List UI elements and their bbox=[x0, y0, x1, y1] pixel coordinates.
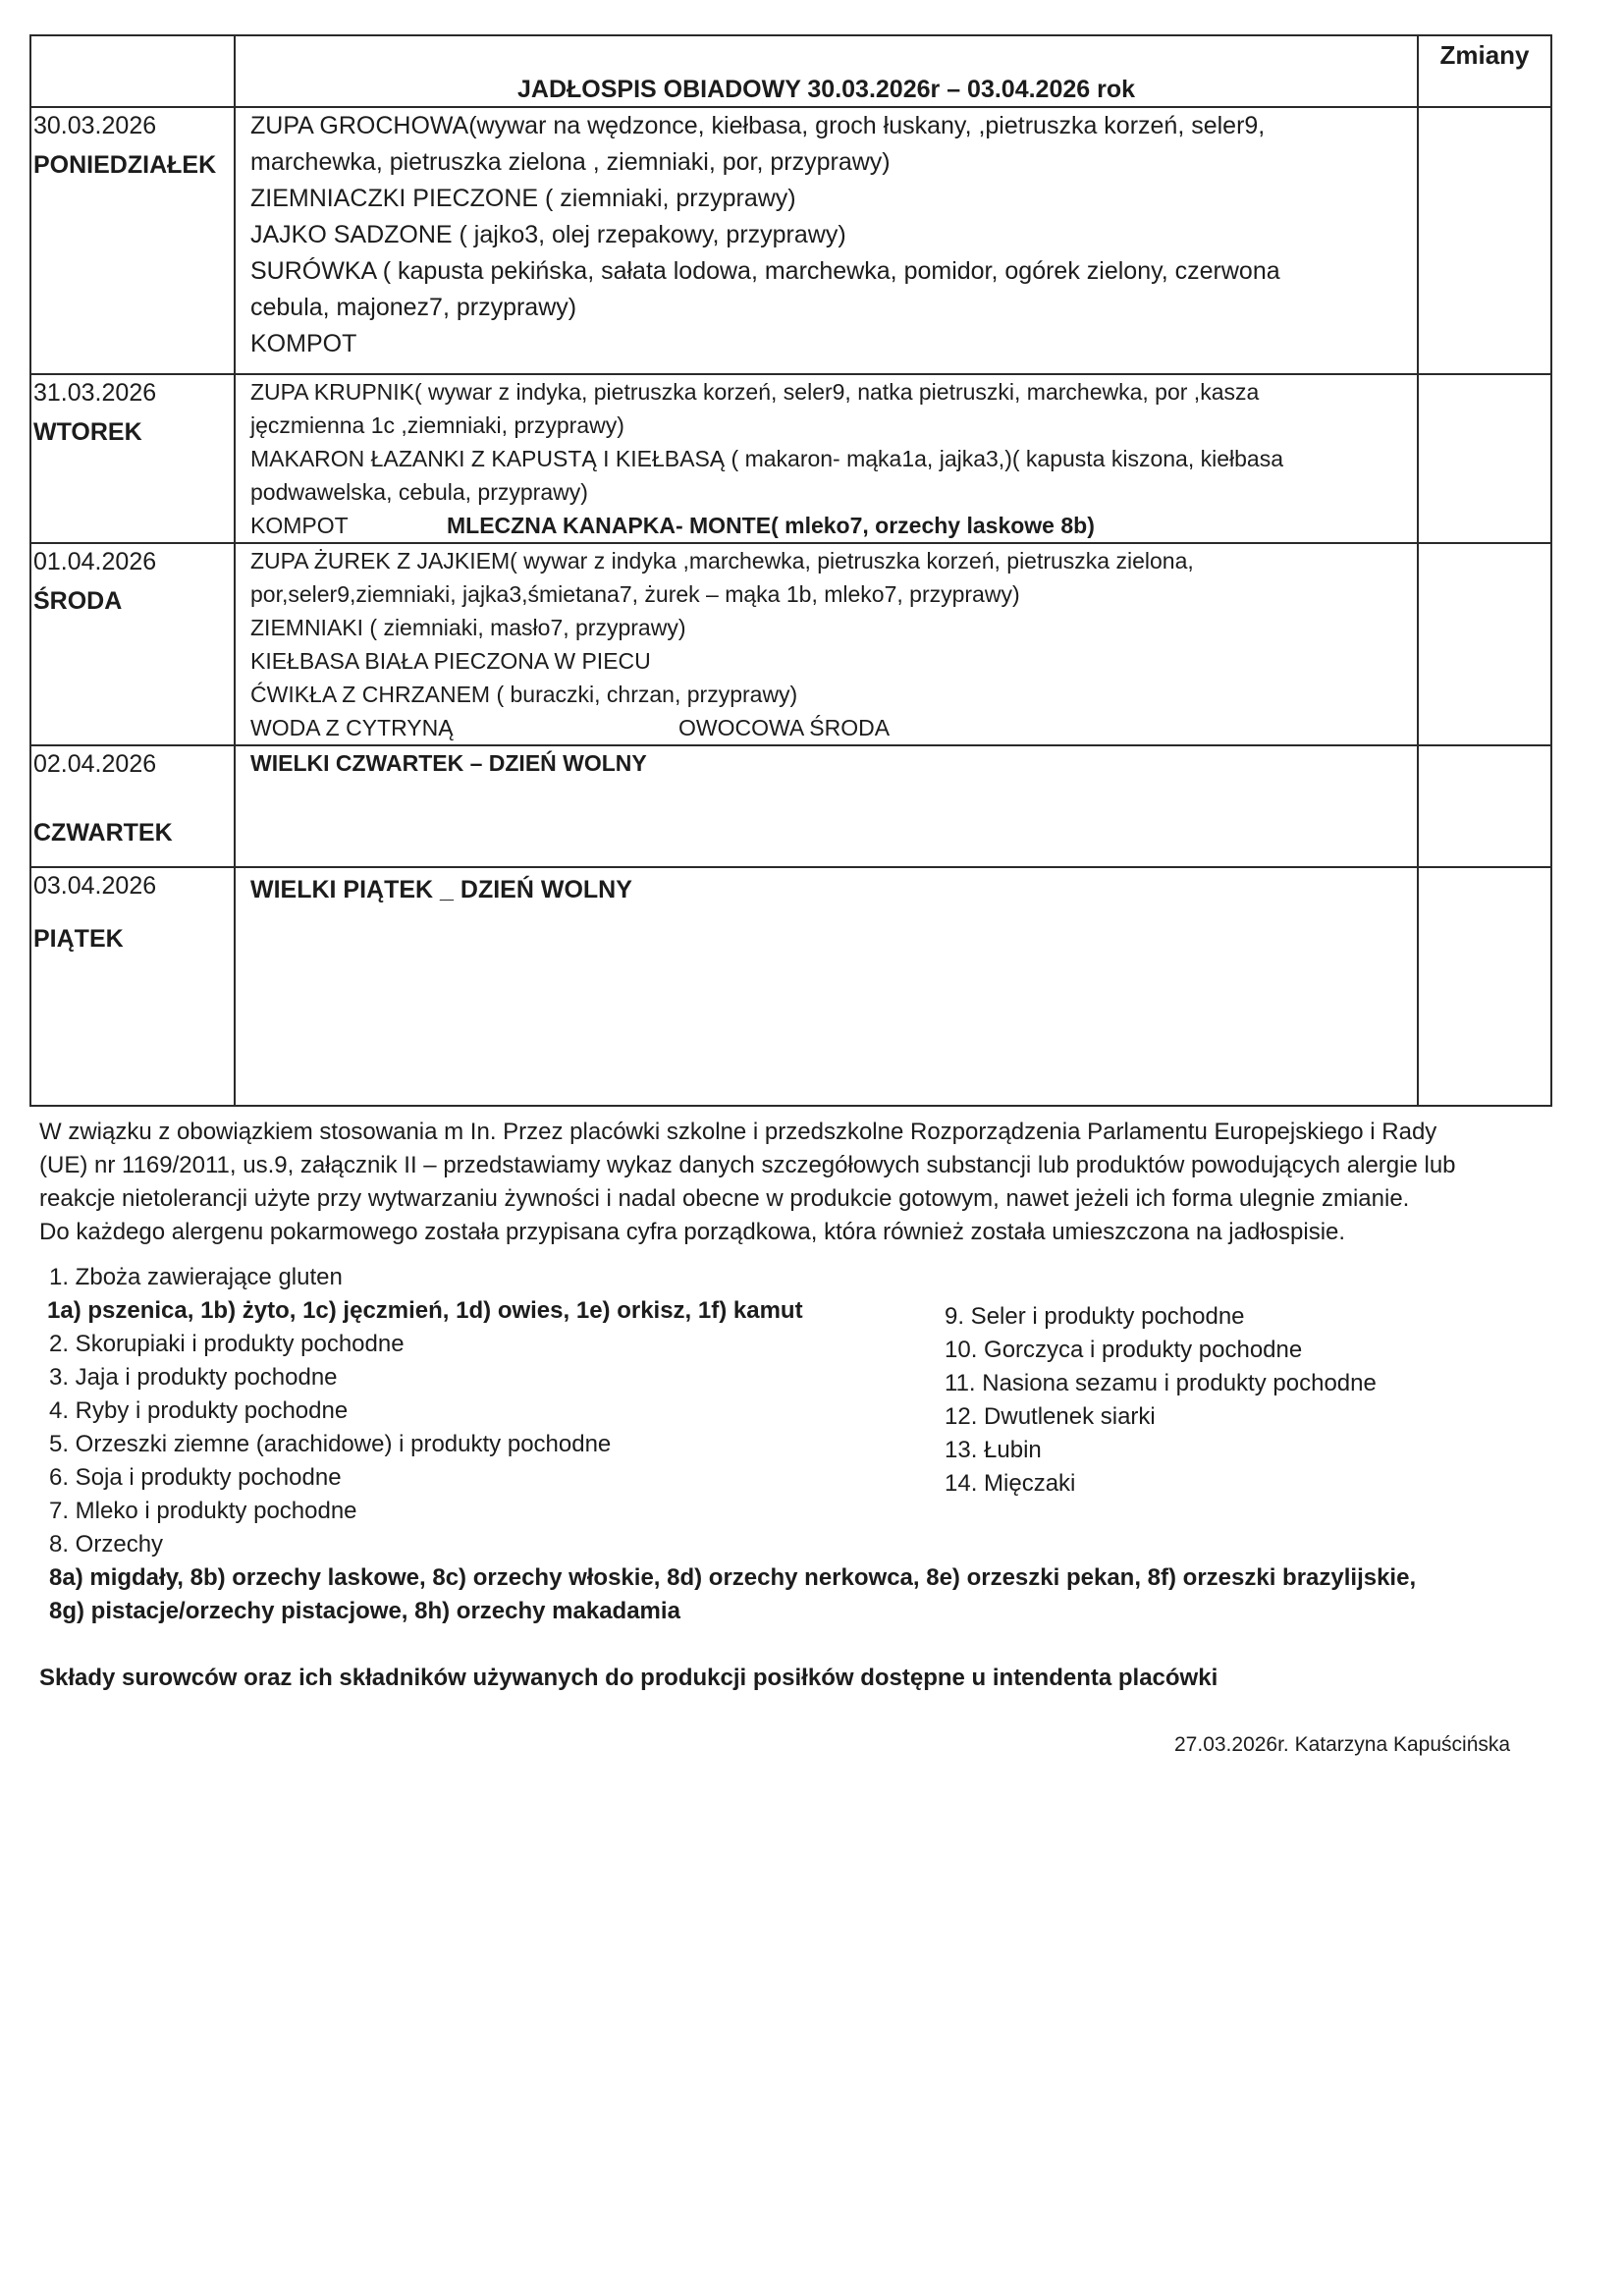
dishes-cell bbox=[235, 374, 1418, 543]
drink-text: KOMPOT bbox=[250, 513, 349, 538]
ingredients-footer: Składy surowców oraz ich składników używanych do produkcji posiłków dostępne u intendenta placówki bbox=[39, 1665, 1218, 1691]
dish-line: ZUPA KRUPNIK( wywar z indyka, pietruszka korzeń, seler9, natka pietruszki, marchewka, por ,kasza bbox=[250, 379, 1260, 405]
date-cell bbox=[30, 867, 235, 1106]
dishes-cell bbox=[235, 543, 1418, 745]
dish-line: cebula, majonez7, przyprawy) bbox=[250, 294, 577, 321]
holiday-text: WIELKI CZWARTEK – DZIEŃ WOLNY bbox=[250, 750, 647, 776]
dish-line: ZUPA ŻUREK Z JAJKIEM( wywar z indyka ,marchewka, pietruszka korzeń, pietruszka zielona, bbox=[250, 548, 1194, 574]
day-weekday: ŚRODA bbox=[33, 587, 123, 615]
notice-line: (UE) nr 1169/2011, us.9, załącznik II – przedstawiamy wykaz danych szczegółowych substancji lub produktów powodujących alergie lub bbox=[39, 1152, 1456, 1178]
day-row-friday bbox=[30, 867, 1551, 1106]
nuts-list bbox=[49, 1561, 1542, 1628]
allergen-item: 8. Orzechy bbox=[49, 1531, 164, 1558]
dishes-cell bbox=[235, 745, 1418, 867]
day-date: 30.03.2026 bbox=[33, 112, 157, 139]
allergen-item: 14. Mięczaki bbox=[945, 1470, 1076, 1497]
day-row-monday bbox=[30, 107, 1551, 374]
dishes-cell bbox=[235, 867, 1418, 1106]
day-weekday: PONIEDZIAŁEK bbox=[33, 151, 217, 179]
day-row-wednesday bbox=[30, 543, 1551, 745]
menu-title: JADŁOSPIS OBIADOWY 30.03.2026r – 03.04.2026 rok bbox=[235, 35, 1418, 107]
drink-text: WODA Z CYTRYNĄ bbox=[250, 715, 454, 740]
dish-line: jęczmienna 1c ,ziemniaki, przyprawy) bbox=[250, 412, 624, 438]
dish-line: JAJKO SADZONE ( jajko3, olej rzepakowy, przyprawy) bbox=[250, 221, 846, 248]
snack-text: MLECZNA KANAPKA- MONTE( mleko7, orzechy laskowe 8b) bbox=[447, 513, 1095, 538]
dish-line: podwawelska, cebula, przyprawy) bbox=[250, 479, 588, 505]
allergen-item: 6. Soja i produkty pochodne bbox=[49, 1464, 342, 1491]
dish-line bbox=[250, 509, 1417, 542]
dish-line: ZIEMNIACZKI PIECZONE ( ziemniaki, przyprawy) bbox=[250, 185, 796, 212]
allergen-list-right bbox=[945, 1300, 1534, 1501]
day-date: 03.04.2026 bbox=[33, 872, 157, 900]
changes-cell bbox=[1418, 107, 1551, 374]
allergen-item: 1. Zboża zawierające gluten bbox=[49, 1264, 343, 1290]
changes-cell bbox=[1418, 867, 1551, 1106]
allergen-notice bbox=[39, 1116, 1551, 1249]
day-weekday: CZWARTEK bbox=[33, 819, 173, 847]
date-cell bbox=[30, 543, 235, 745]
allergen-item: 10. Gorczyca i produkty pochodne bbox=[945, 1337, 1303, 1363]
allergen-item: 4. Ryby i produkty pochodne bbox=[49, 1397, 349, 1424]
header-empty-cell bbox=[30, 35, 235, 107]
dishes-cell bbox=[235, 107, 1418, 374]
allergen-item: 3. Jaja i produkty pochodne bbox=[49, 1364, 338, 1391]
changes-header: Zmiany bbox=[1418, 35, 1551, 107]
allergen-item: 5. Orzeszki ziemne (arachidowe) i produkty pochodne bbox=[49, 1431, 612, 1457]
allergen-item: 9. Seler i produkty pochodne bbox=[945, 1303, 1245, 1330]
dish-line bbox=[250, 711, 1417, 744]
changes-cell bbox=[1418, 374, 1551, 543]
dish-line: KIEŁBASA BIAŁA PIECZONA W PIECU bbox=[250, 648, 651, 674]
changes-cell bbox=[1418, 745, 1551, 867]
dish-line: marchewka, pietruszka zielona , ziemniaki, por, przyprawy) bbox=[250, 148, 891, 176]
day-date: 31.03.2026 bbox=[33, 379, 157, 407]
notice-line: W związku z obowiązkiem stosowania m In. Przez placówki szkolne i przedszkolne Rozporządzenia Parlamentu Europejskiego i Rady bbox=[39, 1119, 1437, 1145]
dish-line: ĆWIKŁA Z CHRZANEM ( buraczki, chrzan, przyprawy) bbox=[250, 682, 798, 707]
nuts-line: 8g) pistacje/orzechy pistacjowe, 8h) orzechy makadamia bbox=[49, 1598, 680, 1624]
date-cell bbox=[30, 374, 235, 543]
day-row-tuesday bbox=[30, 374, 1551, 543]
day-row-thursday bbox=[30, 745, 1551, 867]
date-cell bbox=[30, 745, 235, 867]
dish-line: por,seler9,ziemniaki, jajka3,śmietana7, żurek – mąka 1b, mleko7, przyprawy) bbox=[250, 581, 1020, 607]
notice-line: reakcje nietolerancji użyte przy wytwarzaniu żywności i nadal obecne w produkcie gotowym, nawet jeżeli ich forma ulegnie zmianie. bbox=[39, 1185, 1410, 1212]
holiday-text: WIELKI PIĄTEK _ DZIEŃ WOLNY bbox=[250, 876, 632, 903]
extra-text: OWOCOWA ŚRODA bbox=[678, 715, 891, 740]
day-weekday: PIĄTEK bbox=[33, 925, 124, 953]
dish-line: KOMPOT bbox=[250, 330, 357, 357]
dish-line: ZUPA GROCHOWA(wywar na wędzonce, kiełbasa, groch łuskany, ,pietruszka korzeń, seler9, bbox=[250, 112, 1266, 139]
dish-line: SURÓWKA ( kapusta pekińska, sałata lodowa, marchewka, pomidor, ogórek zielony, czerwona bbox=[250, 257, 1280, 285]
changes-cell bbox=[1418, 543, 1551, 745]
allergen-list-left bbox=[49, 1261, 972, 1561]
dish-line: MAKARON ŁAZANKI Z KAPUSTĄ I KIEŁBASĄ ( makaron- mąka1a, jajka3,)( kapusta kiszona, kiełbasa bbox=[250, 446, 1284, 471]
day-date: 02.04.2026 bbox=[33, 750, 157, 778]
allergen-item: 1a) pszenica, 1b) żyto, 1c) jęczmień, 1d) owies, 1e) orkisz, 1f) kamut bbox=[47, 1297, 803, 1324]
day-date: 01.04.2026 bbox=[33, 548, 157, 575]
allergen-item: 12. Dwutlenek siarki bbox=[945, 1403, 1156, 1430]
dish-line: ZIEMNIAKI ( ziemniaki, masło7, przyprawy) bbox=[250, 615, 686, 640]
header-row bbox=[30, 35, 1551, 107]
date-cell bbox=[30, 107, 235, 374]
allergen-item: 13. Łubin bbox=[945, 1437, 1042, 1463]
allergen-item: 7. Mleko i produkty pochodne bbox=[49, 1498, 357, 1524]
day-weekday: WTOREK bbox=[33, 418, 142, 446]
signature: 27.03.2026r. Katarzyna Kapuścińska bbox=[1174, 1733, 1511, 1756]
menu-table bbox=[29, 34, 1552, 1107]
notice-line: Do każdego alergenu pokarmowego została przypisana cyfra porządkowa, która również została umieszczona na jadłospisie. bbox=[39, 1219, 1346, 1245]
nuts-line: 8a) migdały, 8b) orzechy laskowe, 8c) orzechy włoskie, 8d) orzechy nerkowca, 8e) orzeszki pekan, 8f) orzeszki brazylijskie, bbox=[49, 1564, 1417, 1591]
allergen-item: 11. Nasiona sezamu i produkty pochodne bbox=[945, 1370, 1377, 1396]
allergen-item: 2. Skorupiaki i produkty pochodne bbox=[49, 1331, 405, 1357]
